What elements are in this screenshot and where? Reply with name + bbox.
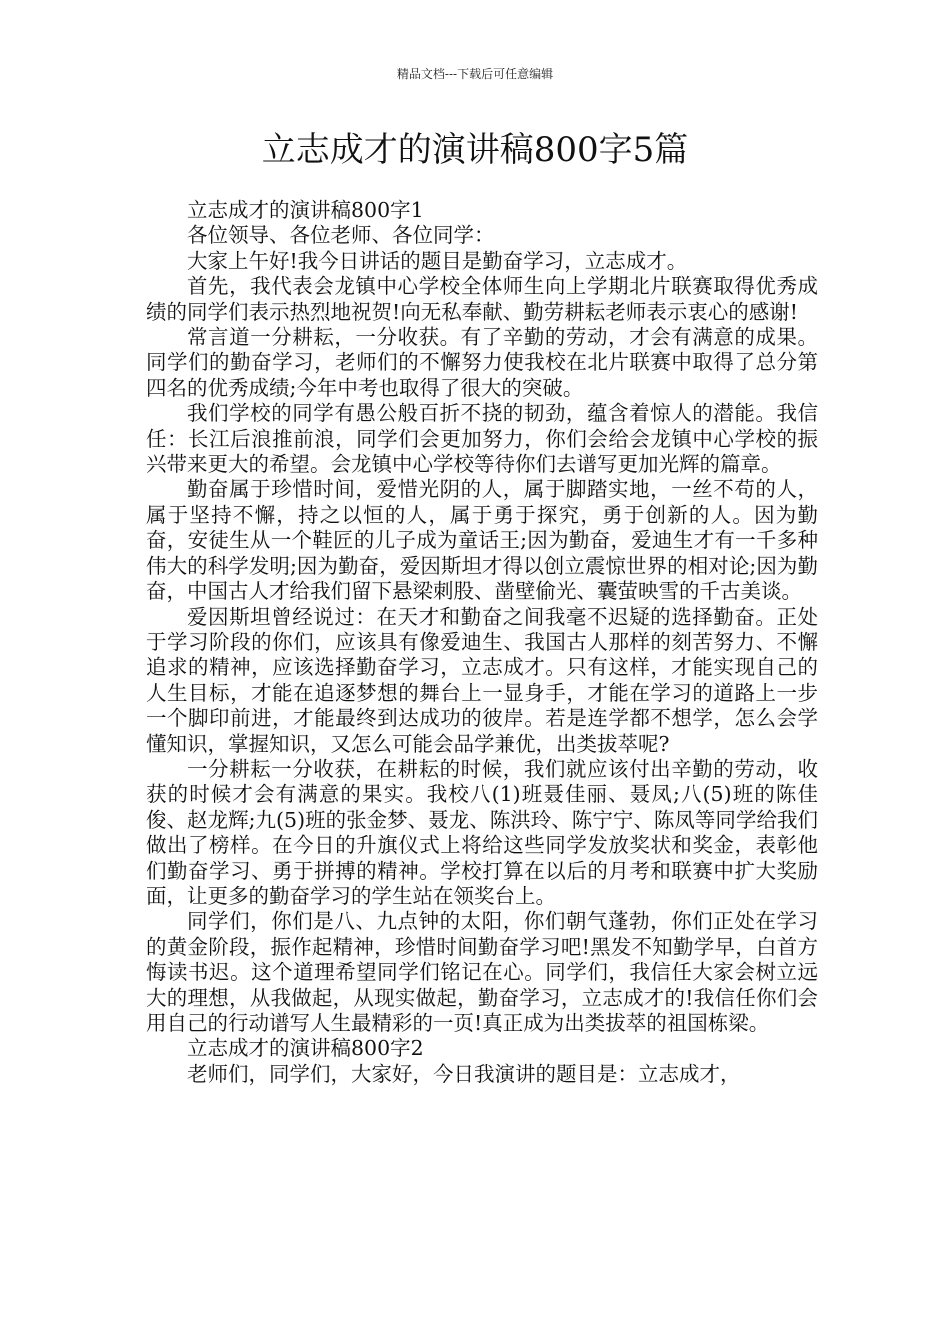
paragraph: 同学们，你们是八、九点钟的太阳，你们朝气蓬勃，你们正处在学习的黄金阶段，振作起精神，珍惜时间勤奋学习吧!黑发不知勤学早，白首方悔读书迟。这个道理希望同学们铭记在心。同学们，我信任大家会树立远大的理想，从我做起，从现实做起，勤奋学习，立志成才的!我信任你们会用自己的行动谱写人生最精彩的一页!真正成为出类拔萃的祖国栋梁。 bbox=[146, 909, 818, 1035]
paragraph: 首先，我代表会龙镇中心学校全体师生向上学期北片联赛取得优秀成绩的同学们表示热烈地祝贺!向无私奉献、勤劳耕耘老师表示衷心的感谢! bbox=[146, 274, 818, 324]
paragraph: 我们学校的同学有愚公般百折不挠的韧劲，蕴含着惊人的潜能。我信任：长江后浪推前浪，同学们会更加努力，你们会给会龙镇中心学校的振兴带来更大的希望。会龙镇中心学校等待你们去谱写更加光辉的篇章。 bbox=[146, 401, 818, 477]
section-heading: 立志成才的演讲稿800字2 bbox=[187, 1036, 424, 1061]
paragraph: 一分耕耘一分收获，在耕耘的时候，我们就应该付出辛勤的劳动，收获的时候才会有满意的果实。我校八(1)班聂佳丽、聂凤;八(5)班的陈佳俊、赵龙辉;九(5)班的张金梦、聂龙、陈洪玲、陈宁宁、陈凤等同学给我们做出了榜样。在今日的升旗仪式上将给这些同学发放奖状和奖金，表彰他们勤奋学习、勇于拼搏的精神。学校打算在以后的月考和联赛中扩大奖励面，让更多的勤奋学习的学生站在领奖台上。 bbox=[146, 756, 818, 908]
paragraph: 爱因斯坦曾经说过：在天才和勤奋之间我毫不迟疑的选择勤奋。正处于学习阶段的你们，应该具有像爱迪生、我国古人那样的刻苦努力、不懈追求的精神，应该选择勤奋学习，立志成才。只有这样，才能实现自己的人生目标，才能在追逐梦想的舞台上一显身手，才能在学习的道路上一步一个脚印前进，才能最终到达成功的彼岸。若是连学都不想学，怎么会学懂知识，掌握知识，又怎么可能会品学兼优，出类拔萃呢? bbox=[146, 604, 818, 756]
paragraph: 大家上午好!我今日讲话的题目是勤奋学习，立志成才。 bbox=[187, 248, 688, 273]
paragraph: 常言道一分耕耘，一分收获。有了辛勤的劳动，才会有满意的成果。同学们的勤奋学习，老师们的不懈努力使我校在北片联赛中取得了总分第四名的优秀成绩;今年中考也取得了很大的突破。 bbox=[146, 325, 818, 400]
document-title: 立志成才的演讲稿800字5篇 bbox=[261, 130, 689, 170]
section-heading: 立志成才的演讲稿800字1 bbox=[187, 198, 424, 222]
paragraph: 老师们，同学们，大家好，今日我演讲的题目是：立志成才， bbox=[187, 1061, 741, 1086]
paragraph: 勤奋属于珍惜时间，爱惜光阴的人，属于脚踏实地，一丝不苟的人，属于坚持不懈，持之以恒的人，属于勇于探究，勇于创新的人。因为勤奋，安徒生从一个鞋匠的儿子成为童话王;因为勤奋，爱迪生才有一千多种伟大的科学发明;因为勤奋，爱因斯坦才得以创立震惊世界的相对论;因为勤奋，中国古人才给我们留下悬梁刺股、凿壁偷光、囊萤映雪的千古美谈。 bbox=[146, 477, 818, 604]
salutation: 各位领导、各位老师、各位同学： bbox=[187, 223, 495, 248]
header-note: 精品文档---下载后可任意编辑 bbox=[396, 67, 554, 81]
document-body bbox=[146, 198, 818, 1087]
